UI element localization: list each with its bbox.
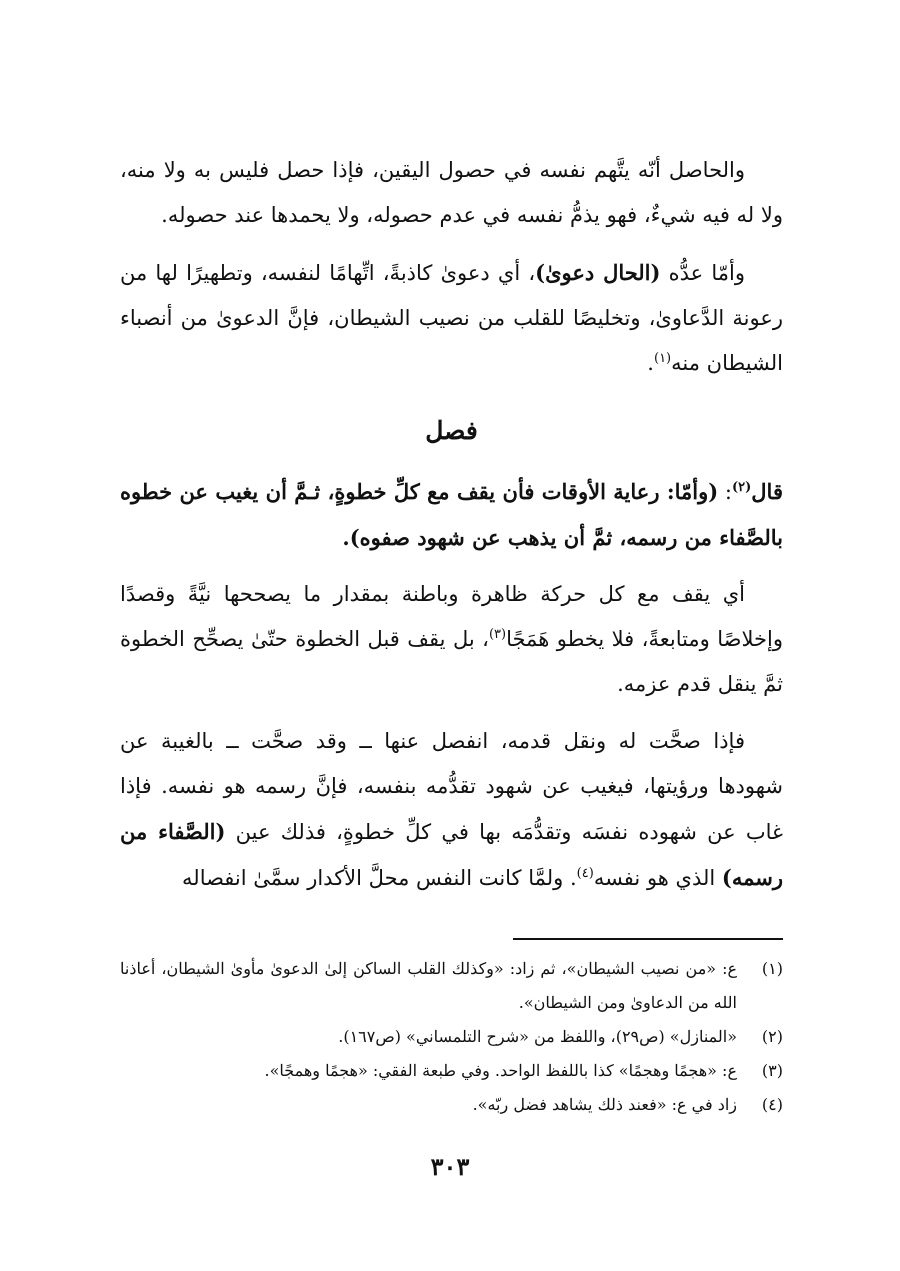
footnote-ref-4: (٤) — [576, 866, 594, 881]
paragraph-1-text: والحاصل أنّه يتَّهم نفسه في حصول اليقين، فإذا حصل فليس به ولا منه، ولا له فيه شيءٌ، فهو يذمُّ نفسه في عدم حصوله، ولا يحمدها عند حصوله. — [120, 158, 783, 227]
paragraph-5-mid: الذي هو نفسه — [593, 866, 722, 890]
footnote-number: (١) — [761, 959, 783, 978]
footnote-item — [120, 1088, 783, 1122]
footnote-number: (٢) — [761, 1027, 783, 1046]
footnote-ref-2: (٢) — [732, 480, 752, 495]
page-number: ٣٠٣ — [430, 1152, 470, 1181]
footnote-ref-1: (١) — [653, 351, 672, 366]
paragraph-3-colon: : — [718, 480, 732, 504]
footnote-number: (٣) — [761, 1061, 783, 1080]
paragraph-5-bold-quote: (الصَّفاء من رسمه) — [120, 819, 783, 890]
paragraph-5-rest: . ولمَّا كانت النفس محلَّ الأكدار سمَّىٰ انفصاله — [182, 866, 577, 890]
footnote-item — [120, 1020, 783, 1054]
paragraph-3 — [120, 469, 783, 560]
footnote-ref-3: (٣) — [488, 627, 507, 642]
paragraph-3-quote: (وأمّا: رعاية الأوقات فأن يقف مع كلِّ خطوةٍ، ثـمَّ أن يغيب عن خطوه بالصَّفاء من رسمه، ثمَّ أن يذهب عن شهود صفوه). — [120, 479, 783, 550]
paragraph-2-bold-quote: (الحال دعوىٰ) — [535, 260, 661, 285]
footnote-number: (٤) — [761, 1095, 783, 1114]
paragraph-2-start: وأمّا عدُّه — [660, 261, 745, 285]
main-text — [120, 148, 783, 913]
paragraph-2-end: . — [647, 351, 654, 375]
section-heading: فصل — [425, 416, 478, 445]
footnote-text: «المنازل» (ص٢٩)، واللفظ من «شرح التلمساني» (ص١٦٧). — [338, 1027, 737, 1046]
footnote-item — [120, 952, 783, 1020]
paragraph-5 — [120, 719, 783, 901]
paragraph-4-rest: ، بل يقف قبل الخطوة حتّىٰ يصحِّح الخطوة ثمَّ ينقل قدم عزمه. — [120, 627, 783, 696]
footnotes — [120, 952, 783, 1122]
paragraph-2-rest: ، أي دعوىٰ كاذبةً، اتِّهامًا لنفسه، وتطهيرًا لها من رعونة الدَّعاوىٰ، وتخليصًا للقلب من نصيب الشيطان، فإنَّ الدعوىٰ من أنصباء الشيطان منه — [120, 261, 783, 375]
footnote-text: ع: «هجمًا وهجمًا» كذا باللفظ الواحد. وفي طبعة الفقي: «هجمًا وهمجًا». — [264, 1061, 737, 1080]
paragraph-4-start: أي يقف مع كل حركة ظاهرة وباطنة بمقدار ما يصححها نيَّةً وقصدًا وإخلاصًا ومتابعةً، فلا يخطو هَمَجًا — [120, 582, 783, 651]
paragraph-5-start: فإذا صحَّت له ونقل قدمه، انفصل عنها ــ وقد صحَّت ــ بالغيبة عن شهودها ورؤيتها، فيغيب عن شهود تقدُّمه بنفسه، فإنَّ رسمه هو نفسه. فإذا غاب عن شهوده نفسَه وتقدُّمَه بها في كلِّ خطوةٍ، فذلك عين — [120, 729, 783, 844]
footnote-text: زاد في ع: «فعند ذلك يشاهد فضل ربّه». — [472, 1095, 737, 1114]
paragraph-1 — [120, 148, 783, 238]
footnote-separator — [513, 938, 783, 940]
footnote-item — [120, 1054, 783, 1088]
footnote-text: ع: «من نصيب الشيطان»، ثم زاد: «وكذلك القلب الساكن إلىٰ الدعوىٰ مأوىٰ الشيطان، أعاذنا الله من الدعاوىٰ ومن الشيطان». — [120, 959, 737, 1012]
paragraph-3-label: قال — [751, 479, 783, 504]
paragraph-4 — [120, 572, 783, 707]
paragraph-2 — [120, 250, 783, 386]
